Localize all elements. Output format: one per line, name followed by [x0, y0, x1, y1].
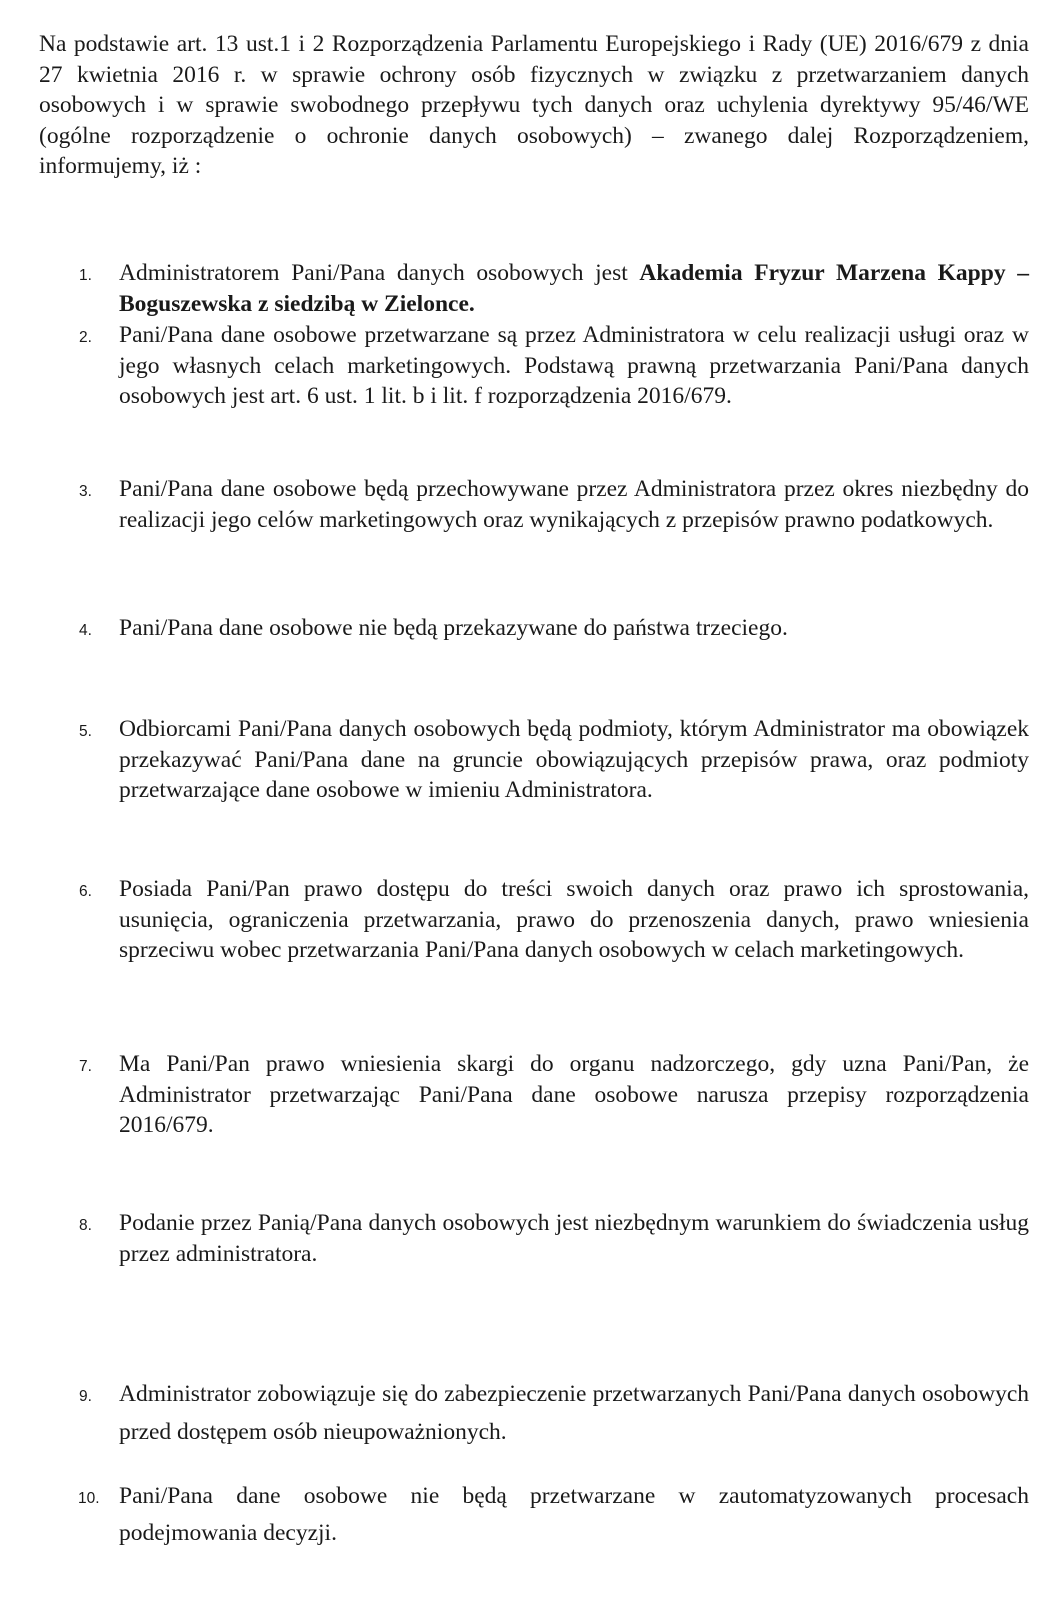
item-number: 7.: [79, 1058, 92, 1075]
item-number: 9.: [79, 1388, 92, 1405]
item-number: 8.: [79, 1217, 92, 1234]
item-number: 1.: [79, 267, 92, 284]
item-text: Podanie przez Panią/Pana danych osobowych jest niezbędnym warunkiem do świadczenia usług przez administratora.: [119, 1210, 1029, 1267]
item-text: Pani/Pana dane osobowe nie będą przekazywane do państwa trzeciego.: [119, 615, 788, 641]
item-text: [119, 258, 1029, 319]
item-text: Pani/Pana dane osobowe będą przechowywane przez Administratora przez okres niezbędny do realizacji jego celów marketingowych oraz wynikających z przepisów prawno podatkowych.: [119, 476, 1029, 533]
item-text: Posiada Pani/Pan prawo dostępu do treści swoich danych oraz prawo ich sprostowania, usunięcia, ograniczenia przetwarzania, prawo do przenoszenia danych, prawo wniesienia sprzeciwu wobec przetwarzania Pani/Pana danych osobowych w celach marketingowych.: [119, 876, 1029, 963]
administrator-name: Akademia Fryzur Marzena Kappy – Boguszewska z siedzibą w Zielonce.: [119, 260, 1029, 317]
item-number: 5.: [79, 723, 92, 740]
item-number: 10.: [78, 1490, 100, 1507]
item-text: Administrator zobowiązuje się do zabezpieczenie przetwarzanych Pani/Pana danych osobowych przed dostępem osób nieupoważnionych.: [119, 1381, 1029, 1445]
item-text-regular: Administratorem Pani/Pana danych osobowych jest: [119, 260, 640, 286]
item-number: 4.: [79, 622, 92, 639]
item-number: 3.: [79, 483, 92, 500]
item-text: Pani/Pana dane osobowe przetwarzane są przez Administratora w celu realizacji usługi oraz w jego własnych celach marketingowych. Podstawą prawną przetwarzania Pani/Pana danych osobowych jest art. 6 ust. 1 lit. b i lit. f rozporządzenia 2016/679.: [119, 322, 1029, 409]
item-text: Pani/Pana dane osobowe nie będą przetwarzane w zautomatyzowanych procesach podejmowania decyzji.: [119, 1483, 1029, 1546]
item-number: 6.: [79, 883, 92, 900]
intro-paragraph: Na podstawie art. 13 ust.1 i 2 Rozporządzenia Parlamentu Europejskiego i Rady (UE) 2016/679 z dnia 27 kwietnia 2016 r. w sprawie ochrony osób fizycznych w związku z przetwarzaniem danych osobowych i w sprawie swobodnego przepływu tych danych oraz uchylenia dyrektywy 95/46/WE (ogólne rozporządzenie o ochronie danych osobowych) – zwanego dalej Rozporządzeniem, informujemy, iż :: [39, 31, 1029, 179]
item-text: Ma Pani/Pan prawo wniesienia skargi do organu nadzorczego, gdy uzna Pani/Pan, że Administrator przetwarzając Pani/Pana dane osobowe narusza przepisy rozporządzenia 2016/679.: [119, 1051, 1029, 1138]
item-text: Odbiorcami Pani/Pana danych osobowych będą podmioty, którym Administrator ma obowiązek przekazywać Pani/Pana dane na gruncie obowiązujących przepisów prawa, oraz podmioty przetwarzające dane osobowe w imieniu Administratora.: [119, 716, 1029, 803]
item-number: 2.: [79, 329, 92, 346]
